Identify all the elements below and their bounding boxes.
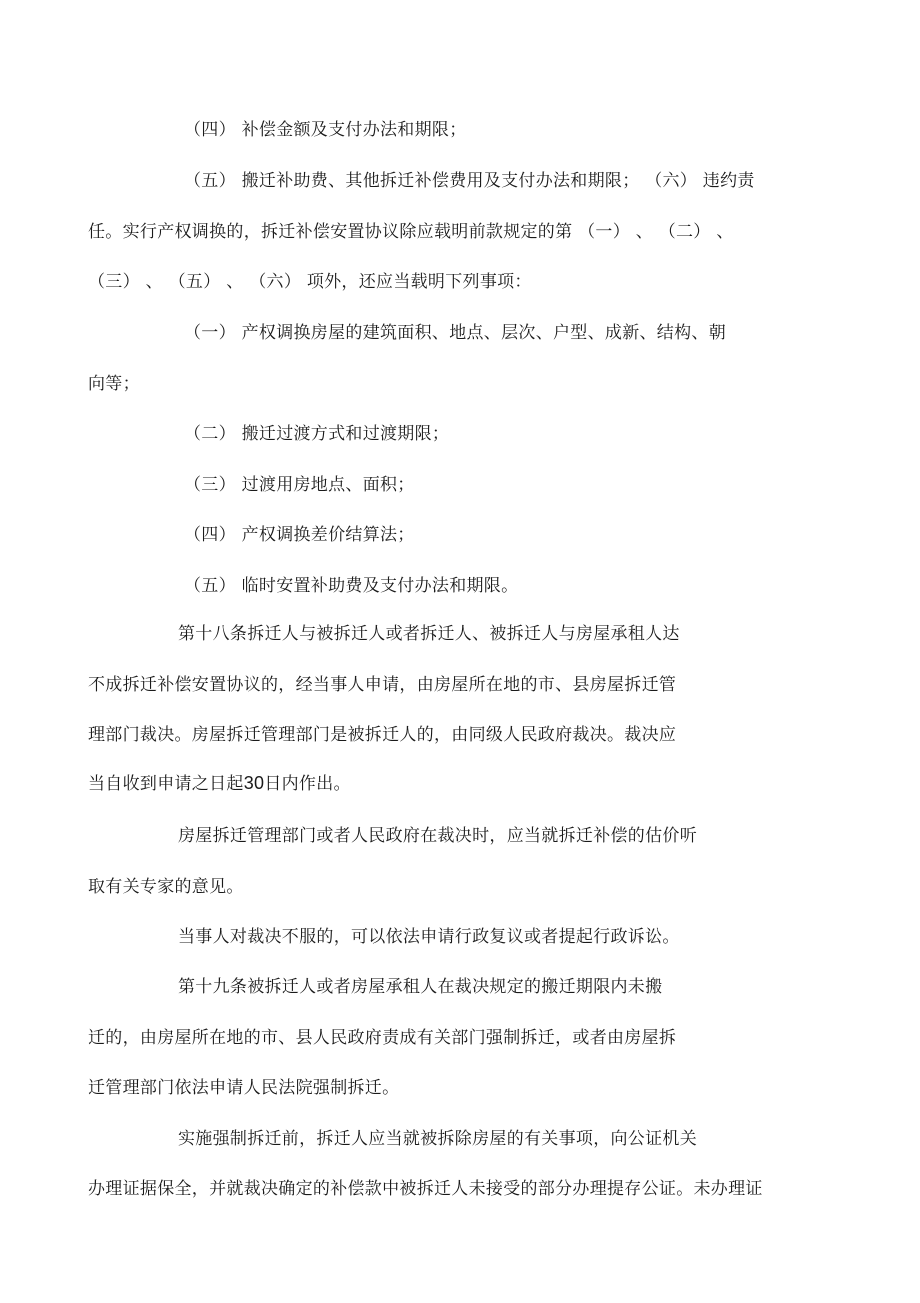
text-line-15: 房屋拆迁管理部门或者人民政府在裁决时，应当就拆迁补偿的估价听	[178, 826, 697, 846]
text-line-18: 第十九条被拆迁人或者房屋承租人在裁决规定的搬迁期限内未搬	[178, 977, 663, 997]
text-line-14	[88, 772, 351, 795]
text-line-21: 实施强制拆迁前，拆迁人应当就被拆除房屋的有关事项，向公证机关	[178, 1129, 697, 1149]
text-line-16: 取有关专家的意见。	[88, 877, 244, 897]
text-line-20: 迁管理部门依法申请人民法院强制拆迁。	[88, 1078, 400, 1098]
text-line-5: （一） 产权调换房屋的建筑面积、地点、层次、户型、成新、结构、朝	[184, 323, 727, 343]
text-line-3: 任。实行产权调换的，拆迁补偿安置协议除应载明前款规定的第 （一） 、 （二） 、	[88, 222, 734, 242]
text-line-1: （四） 补偿金额及支付办法和期限；	[184, 120, 467, 140]
text-line-10: （五） 临时安置补助费及支付办法和期限。	[184, 576, 519, 596]
text-line-2: （五） 搬迁补助费、其他拆迁补偿费用及支付办法和期限； （六） 违约责	[184, 171, 755, 191]
text-line-7: （二） 搬迁过渡方式和过渡期限；	[184, 424, 450, 444]
text-line-6: 向等；	[88, 374, 140, 394]
text-line-8: （三） 过渡用房地点、面积；	[184, 475, 415, 495]
text-line-9: （四） 产权调换差价结算法；	[184, 525, 415, 545]
text-line-17: 当事人对裁决不服的，可以依法申请行政复议或者提起行政诉讼。	[178, 927, 680, 947]
text-line-11: 第十八条拆迁人与被拆迁人或者拆迁人、被拆迁人与房屋承租人达	[178, 624, 680, 644]
text-line-19: 迁的，由房屋所在地的市、县人民政府责成有关部门强制拆迁，或者由房屋拆	[88, 1028, 677, 1048]
text-line-14-part-a: 当自收到申请之日起	[88, 774, 244, 794]
days-number: 30	[243, 773, 265, 793]
text-line-14-part-b: 日内作出。	[264, 774, 351, 794]
text-line-4: （三） 、 （五） 、 （六） 项外，还应当载明下列事项：	[88, 272, 532, 292]
text-line-13: 理部门裁决。房屋拆迁管理部门是被拆迁人的，由同级人民政府裁决。裁决应	[88, 725, 677, 745]
text-line-12: 不成拆迁补偿安置协议的，经当事人申请，由房屋所在地的市、县房屋拆迁管	[88, 675, 677, 695]
text-line-22: 办理证据保全，并就裁决确定的补偿款中被拆迁人未接受的部分办理提存公证。未办理证	[88, 1179, 763, 1199]
